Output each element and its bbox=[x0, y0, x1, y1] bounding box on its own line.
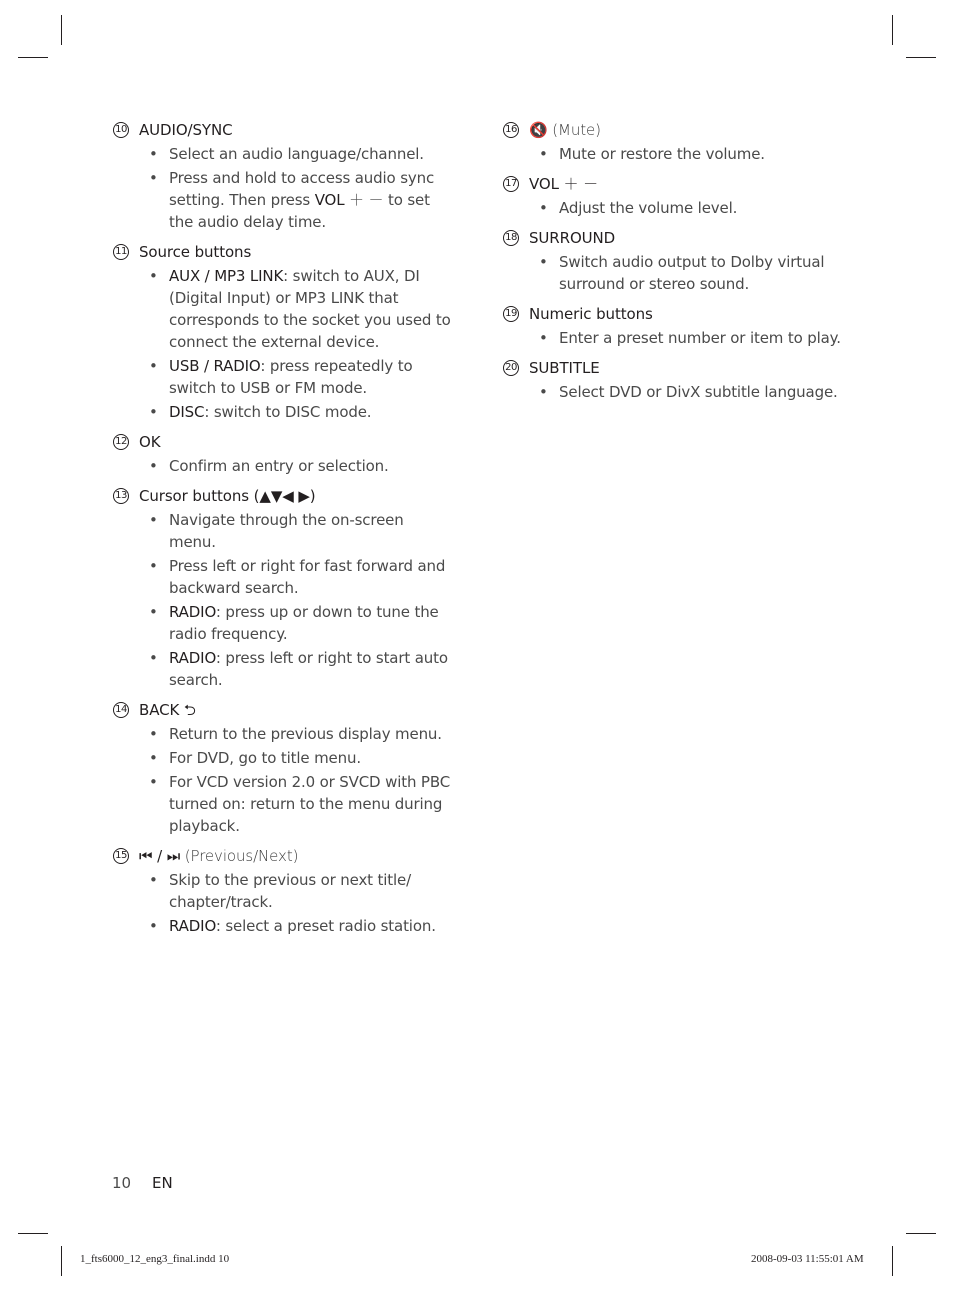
item-number-badge: 17 bbox=[503, 176, 519, 192]
section-heading bbox=[503, 119, 843, 141]
list-item bbox=[141, 915, 453, 937]
control-section bbox=[113, 431, 453, 477]
item-number-badge: 20 bbox=[503, 360, 519, 376]
crop-mark bbox=[18, 57, 48, 58]
bullet-list bbox=[503, 381, 843, 403]
button-keyword: DISC bbox=[169, 403, 205, 421]
crop-mark bbox=[906, 57, 936, 58]
bullet-list bbox=[503, 251, 843, 295]
language-code: EN bbox=[152, 1174, 173, 1192]
item-number-badge: 19 bbox=[503, 306, 519, 322]
section-title: 🔇 bbox=[529, 121, 548, 139]
section-title-suffix: (Mute) bbox=[547, 121, 601, 139]
list-item: • For DVD, go to title menu. bbox=[141, 747, 453, 769]
section-heading bbox=[113, 485, 453, 507]
item-number-badge: 16 bbox=[503, 122, 519, 138]
crop-mark bbox=[892, 1246, 893, 1276]
item-number-badge: 18 bbox=[503, 230, 519, 246]
item-number-badge: 13 bbox=[113, 488, 129, 504]
crop-mark bbox=[61, 1246, 62, 1276]
section-heading bbox=[113, 845, 453, 867]
section-heading bbox=[113, 241, 453, 263]
section-heading bbox=[503, 227, 843, 249]
section-title: Source buttons bbox=[139, 243, 252, 261]
list-item: • Confirm an entry or selection. bbox=[141, 455, 453, 477]
list-item: • Select DVD or DivX subtitle language. bbox=[531, 381, 843, 403]
list-item: • Navigate through the on-screen menu. bbox=[141, 509, 453, 553]
section-title: ⏮ / ⏭ bbox=[139, 847, 181, 865]
bullet-list bbox=[113, 509, 453, 691]
item-number-badge: 10 bbox=[113, 122, 129, 138]
list-item: • Switch audio output to Dolby virtual surround or stereo sound. bbox=[531, 251, 843, 295]
bullet-list bbox=[113, 723, 453, 837]
list-item bbox=[141, 647, 453, 691]
right-column bbox=[503, 119, 843, 411]
section-title: Cursor buttons (▲▼◀ ▶) bbox=[139, 487, 316, 505]
section-title: VOL ＋ － bbox=[529, 175, 598, 193]
control-section bbox=[503, 173, 843, 219]
list-item: • Skip to the previous or next title/ chapter/track. bbox=[141, 869, 453, 913]
section-title: OK bbox=[139, 433, 161, 451]
section-heading bbox=[503, 357, 843, 379]
control-section bbox=[113, 845, 453, 937]
section-title: SUBTITLE bbox=[529, 359, 600, 377]
list-item bbox=[141, 265, 453, 353]
section-heading bbox=[503, 303, 843, 325]
item-text: : press up or down to tune the radio frequency. bbox=[169, 603, 439, 643]
list-item bbox=[141, 167, 453, 233]
bullet-list bbox=[113, 143, 453, 233]
control-section bbox=[113, 699, 453, 837]
bullet-list bbox=[503, 327, 843, 349]
list-item: • Select an audio language/channel. bbox=[141, 143, 453, 165]
item-number-badge: 12 bbox=[113, 434, 129, 450]
list-item: • Return to the previous display menu. bbox=[141, 723, 453, 745]
item-text: Press and hold to access audio sync setting. Then press bbox=[169, 169, 435, 209]
crop-mark bbox=[18, 1233, 48, 1234]
bullet-list bbox=[503, 143, 843, 165]
slug-timestamp: 2008-09-03 11:55:01 AM bbox=[751, 1253, 864, 1265]
item-text: : select a preset radio station. bbox=[215, 917, 436, 935]
section-heading bbox=[503, 173, 843, 195]
button-keyword: VOL bbox=[314, 191, 345, 209]
list-item: • Press left or right for fast forward and backward search. bbox=[141, 555, 453, 599]
button-keyword: AUX / MP3 LINK bbox=[169, 267, 284, 285]
section-title: AUDIO/SYNC bbox=[139, 121, 233, 139]
item-text: : switch to AUX, DI (Digital Input) or MP3 LINK that corresponds to the socket you used to connect the external device. bbox=[169, 267, 451, 351]
crop-mark bbox=[892, 15, 893, 45]
list-item: • Enter a preset number or item to play. bbox=[531, 327, 843, 349]
section-heading bbox=[113, 119, 453, 141]
section-heading bbox=[113, 699, 453, 721]
item-number-badge: 15 bbox=[113, 848, 129, 864]
control-section bbox=[113, 241, 453, 423]
list-item: • For VCD version 2.0 or SVCD with PBC turned on: return to the menu during playback. bbox=[141, 771, 453, 837]
control-section bbox=[503, 227, 843, 295]
section-title: SURROUND bbox=[529, 229, 616, 247]
item-number-badge: 14 bbox=[113, 702, 129, 718]
crop-mark bbox=[906, 1233, 936, 1234]
control-section bbox=[113, 485, 453, 691]
button-keyword: RADIO bbox=[169, 649, 216, 667]
bullet-list bbox=[113, 455, 453, 477]
section-heading bbox=[113, 431, 453, 453]
item-text: : switch to DISC mode. bbox=[204, 403, 372, 421]
bullet-list bbox=[113, 869, 453, 937]
list-item bbox=[141, 601, 453, 645]
list-item bbox=[141, 401, 453, 423]
crop-mark bbox=[61, 15, 62, 45]
list-item: • Mute or restore the volume. bbox=[531, 143, 843, 165]
item-number-badge: 11 bbox=[113, 244, 129, 260]
list-item: • Adjust the volume level. bbox=[531, 197, 843, 219]
item-text: : press left or right to start auto search. bbox=[169, 649, 448, 689]
control-section bbox=[113, 119, 453, 233]
control-section bbox=[503, 357, 843, 403]
control-section bbox=[503, 303, 843, 349]
section-title-suffix: (Previous/Next) bbox=[180, 847, 299, 865]
item-text: ＋ － to set the audio delay time. bbox=[169, 191, 430, 231]
button-keyword: USB / RADIO bbox=[169, 357, 261, 375]
page-number: 10 bbox=[112, 1174, 132, 1192]
control-section bbox=[503, 119, 843, 165]
bullet-list bbox=[113, 265, 453, 423]
section-title: BACK ⮌ bbox=[139, 701, 196, 719]
section-title: Numeric buttons bbox=[529, 305, 653, 323]
bullet-list bbox=[503, 197, 843, 219]
left-column bbox=[113, 119, 453, 945]
item-text: : press repeatedly to switch to USB or FM mode. bbox=[169, 357, 413, 397]
button-keyword: RADIO bbox=[169, 917, 216, 935]
button-keyword: RADIO bbox=[169, 603, 216, 621]
slug-file: 1_fts6000_12_eng3_final.indd 10 bbox=[80, 1253, 230, 1265]
list-item bbox=[141, 355, 453, 399]
